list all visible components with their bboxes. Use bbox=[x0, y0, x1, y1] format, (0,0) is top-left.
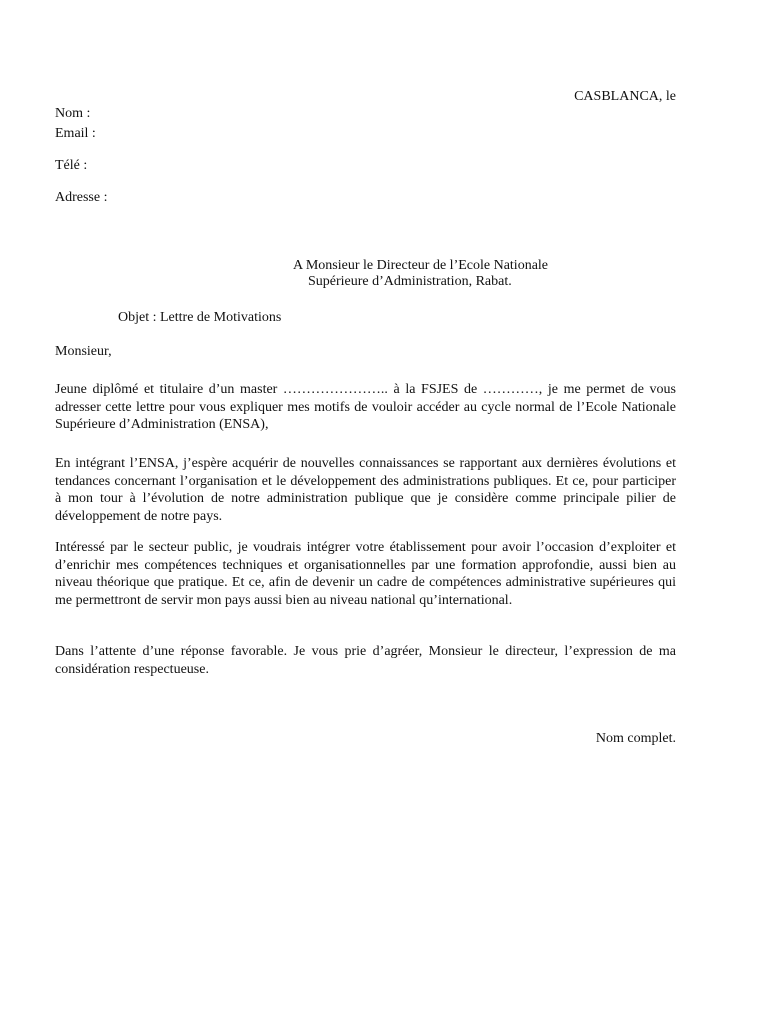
field-tele: Télé : bbox=[55, 158, 88, 173]
recipient-line-2: Supérieure d’Administration, Rabat. bbox=[308, 274, 512, 289]
field-adresse: Adresse : bbox=[55, 190, 108, 205]
place-date: CASBLANCA, le bbox=[574, 89, 676, 104]
subject-line: Objet : Lettre de Motivations bbox=[118, 310, 282, 325]
paragraph-2: En intégrant l’ENSA, j’espère acquérir de nouvelles connaissances se rapportant aux dernières évolutions et tendances concernant l’organisation et le développement des administrations publiques. Et ce, pour participer à mon tour à l’évolution de notre administration publique que je considère comme principale pilier de développement de notre pays. bbox=[55, 456, 676, 524]
field-email: Email : bbox=[55, 126, 96, 141]
salutation: Monsieur, bbox=[55, 344, 112, 359]
paragraph-3: Intéressé par le secteur public, je voudrais intégrer votre établissement pour avoir l’occasion d’exploiter et d’enrichir mes compétences techniques et organisationnelles par une formation approfondie, aussi bien au niveau théorique que pratique. Et ce, afin de devenir un cadre de compétences administrative supérieures qui me permettront de servir mon pays aussi bien au niveau national qu’international. bbox=[55, 540, 676, 608]
paragraph-1: Jeune diplômé et titulaire d’un master ………………….. à la FSJES de …………, je me permet de vous adresser cette lettre pour vous expliquer mes motifs de vouloir accéder au cycle normal de l’Ecole Nationale Supérieure d’Administration (ENSA), bbox=[55, 382, 676, 432]
recipient-line-1: A Monsieur le Directeur de l’Ecole Nationale bbox=[293, 258, 549, 273]
paragraph-4: Dans l’attente d’une réponse favorable. Je vous prie d’agréer, Monsieur le directeur, l’expression de ma considération respectueuse. bbox=[55, 644, 676, 677]
signature: Nom complet. bbox=[595, 731, 676, 746]
field-nom: Nom : bbox=[55, 106, 91, 121]
